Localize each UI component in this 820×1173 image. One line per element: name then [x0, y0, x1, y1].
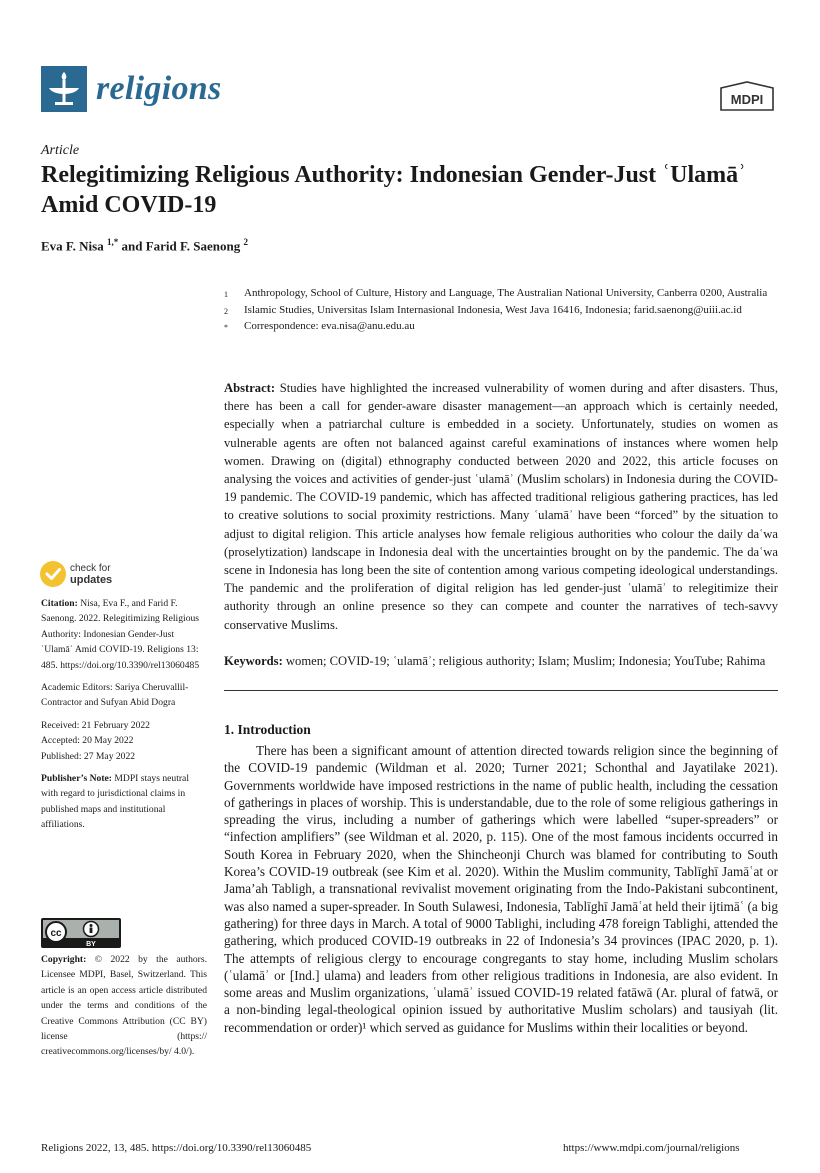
footer-citation: Religions 2022, 13, 485. https://doi.org/10.3390/rel13060485	[41, 1142, 312, 1154]
publisher-note-label: Publisher’s Note:	[41, 773, 112, 785]
affiliation-text: Islamic Studies, Universitas Islam Internasional Indonesia, West Java 16416, Indonesia; farid.saenong@uiii.ac.id	[244, 303, 742, 316]
academic-editors: Academic Editors: Sariya Cheruvallil-Contractor and Sufyan Abid Dogra	[41, 682, 189, 709]
citation-text: Nisa, Eva F., and Farid F. Saenong. 2022. Relegitimizing Religious Authority: Indonesian Gender-Just ʿUlamāʾ Amid COVID-19. Religions 13: 485. https://doi.org/10.3390/rel13060485	[41, 598, 200, 671]
abstract-label: Abstract:	[224, 381, 276, 395]
author-list	[41, 237, 248, 254]
article-title: Relegitimizing Religious Authority: Indonesian Gender-Just ʿUlamāʾ Amid COVID-19	[41, 162, 747, 218]
affiliation-item	[224, 319, 784, 336]
check-for-updates-label[interactable]: check for	[70, 563, 111, 574]
keywords	[224, 654, 784, 669]
published-date: Published: 27 May 2022	[41, 750, 136, 762]
cc-by-label: BY	[86, 941, 96, 948]
dates	[41, 718, 207, 764]
publisher-note-text: MDPI stays neutral with regard to jurisdictional claims in published maps and institutional affiliations.	[41, 773, 189, 831]
check-for-updates-label-bold[interactable]: updates	[70, 574, 113, 586]
affiliation-mark: 1	[224, 290, 228, 299]
keywords-text: women; COVID-19; ʿulamāʾ; religious authority; Islam; Muslim; Indonesia; YouTube; Rahima	[285, 654, 766, 668]
author-affil-mark: 2	[243, 237, 248, 247]
copyright	[41, 952, 207, 1060]
section-divider	[224, 690, 778, 691]
publisher-note	[41, 771, 207, 833]
abstract-text: Studies have highlighted the increased vulnerability of women during and after disasters. Thus, there has been a call for gender-aware disaster management—an approach which is certainly needed, especially when a patriarchal culture is embedded in a society. Unfortunately, studies on women as vulnerable agents are often not balanced against careful examinations of instances where women help women. Drawing on (digital) ethnography conducted between 2020 and 2022, this article focuses on analysing the voices and activities of gender-just ʿulamāʾ (Muslim scholars) in Indonesia during the COVID-19 pandemic. The COVID-19 pandemic, which has affected traditional religious gathering practices, has led to creative solutions to social proximity restrictions. Many ʿulamāʾ have been “forced” by the situation to adjust to digital religion. This article analyses how female religious authorities who colour the daily daʿwa (proselytization) landscape in Indonesia deal with the uncertainties brought on by the pandemic. The daʿwa scene in Indonesia has long been the site of contention among various competing ideological understandings. The pandemic and the proliferation of digital religion has led gender-just ʿulamāʾ to relegitimize their authority through an online presence so they can compete and counter the narratives of tech-savvy conservative Muslims.	[224, 381, 778, 632]
affiliation-item	[224, 303, 784, 320]
author-joiner: and	[121, 238, 143, 254]
check-for-updates-icon[interactable]	[40, 561, 66, 587]
journal-logo-icon	[41, 66, 87, 112]
affiliation-mark: *	[224, 323, 228, 332]
affiliation-text: Correspondence: eva.nisa@anu.edu.au	[244, 320, 415, 332]
citation	[41, 596, 207, 673]
mdpi-logo	[717, 80, 777, 114]
author-affil-mark: 1,*	[106, 237, 119, 247]
cc-by-license-icon[interactable]	[41, 918, 121, 948]
keywords-label: Keywords:	[224, 654, 283, 668]
footer-journal-url[interactable]: https://www.mdpi.com/journal/religions	[563, 1142, 740, 1154]
author-name: Eva F. Nisa	[41, 238, 104, 254]
affiliation-item	[224, 286, 784, 303]
publisher-name: MDPI	[730, 92, 764, 107]
affiliation-mark: 2	[224, 306, 228, 316]
citation-label: Citation:	[41, 598, 78, 609]
abstract	[224, 379, 778, 634]
author-name: Farid F. Saenong	[145, 238, 241, 254]
section-body: There has been a significant amount of attention directed towards religion since the beginning of the COVID-19 pandemic (Wildman et al. 2020; Turner 2021; Schonthal and Jayatilake 2021). Governments worldwide have imposed restrictions in the name of public health, including the cessation of gatherings in places of worship. This is understandable, due to the role of some religious gatherings in spreading the virus, including a number of gatherings which were labelled “super-spreaders” or “infection amplifiers” (see Wildman et al. 2020, p. 115). One of the most famous incidents occurred in South Korea in February 2020, when the Shincheonji Church was blamed for contributing to South Korea’s COVID-19 outbreak (see Kim et al. 2020). Within the Muslim community, Tablīghī Jamāʿat or Jama’ah Tabligh, a transnational revivalist movement originating from the Indo-Pakistani subcontinent, was also named a super-spreader. In South Sulawesi, Indonesia, Tablīghī Jamāʿat held their ijtimāʿ (a big gathering) for three days in March. A total of 9000 Tablighi, including 478 foreign Tablighi, attended the gathering, which produced COVID-19 outbreaks in 22 of Indonesia’s 34 provinces (IPAC 2020, p. 1). The attempts of religious clergy to encourage congregants to stay home, including Muslim scholars (ʿulamāʾ or [Ind.] ulama) and leaders from other religious traditions in Indonesia, are also evident. In some areas and Muslim organizations, ʿulamāʾ issued COVID-19 related fatāwā (Ar. plural of fatwā, or a non-binding legal-theological opinion issued by authoritative Muslim scholars) and tausiyah (lit. recommendation or order)¹ which served as guidance for Muslims within their localities or beyond.	[224, 743, 778, 1035]
copyright-text: © 2022 by the authors. Licensee MDPI, Basel, Switzerland. This article is an open access article distributed under the terms and conditions of the Creative Commons Attribution (CC BY) license (https:// creativecommons.org/licenses/by/ 4.0/).	[41, 954, 207, 1058]
affiliations	[224, 286, 784, 336]
svg-text:cc: cc	[50, 928, 62, 939]
article-type: Article	[41, 143, 80, 158]
affiliation-text: Anthropology, School of Culture, History and Language, The Australian National University, Canberra 0200, Australia	[244, 287, 768, 299]
received-date: Received: 21 February 2022	[41, 719, 150, 731]
section-heading: 1. Introduction	[224, 722, 311, 737]
accepted-date: Accepted: 20 May 2022	[41, 735, 134, 747]
copyright-label: Copyright:	[41, 954, 87, 965]
journal-name: religions	[96, 70, 222, 107]
sidebar-metadata	[41, 596, 207, 840]
